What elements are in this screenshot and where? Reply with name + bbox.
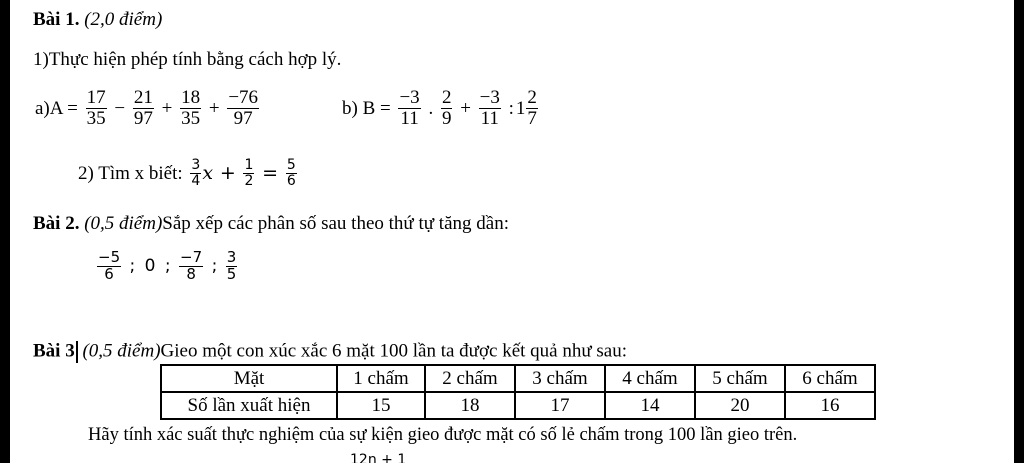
bai1-part-a — [33, 88, 260, 129]
bai2-heading — [33, 214, 509, 233]
fraction: $\frac{2}{9}$ — [441, 87, 452, 129]
bai2-text: Sắp xếp các phân số sau theo thứ tự tăng dần: — [162, 213, 509, 234]
fraction: $\frac{3}{4}$ — [191, 157, 201, 189]
q2-prefix: 2) Tìm x biết: — [78, 162, 183, 184]
fraction: $\frac{17}{35}$ — [86, 87, 106, 129]
bai1-heading — [33, 10, 162, 29]
table-cell: 3 chấm — [515, 365, 605, 392]
fraction: $\frac{2}{7}$ — [527, 87, 537, 129]
bai3-heading — [33, 341, 627, 363]
bai1-points: (2,0 điểm) — [84, 9, 163, 30]
part-b-prefix: b) B = — [342, 97, 391, 119]
operator: = — [262, 161, 279, 184]
operator: + — [460, 97, 471, 119]
fraction: $\frac{-7}{8}$ — [180, 248, 203, 283]
fraction: $\frac{-3}{11}$ — [479, 87, 500, 129]
table-cell: Số lần xuất hiện — [161, 392, 337, 419]
table-cell: 18 — [425, 392, 515, 419]
bai1-part-b — [340, 88, 539, 129]
bai3-text: Gieo một con xúc xắc 6 mặt 100 lần ta được kết quả như sau: — [160, 340, 628, 362]
operator: + — [161, 97, 173, 119]
table-cell: 16 — [785, 392, 875, 419]
bai3-title: Bài 3 — [33, 340, 75, 362]
bai3-points: (0,5 điểm) — [82, 340, 161, 362]
bai2-fractions — [96, 250, 238, 283]
table-cell: 15 — [337, 392, 425, 419]
bai2-title: Bài 2. — [33, 213, 80, 234]
bai1-title: Bài 1. — [33, 9, 80, 30]
table-row — [161, 392, 875, 419]
bai1-q2 — [76, 158, 298, 188]
separator: ; — [211, 255, 218, 276]
bai3-question: Hãy tính xác suất thực nghiệm của sự kiện gieo được mặt có số lẻ chấm trong 100 lần gieo trên. — [88, 425, 798, 445]
document-page — [10, 0, 1014, 463]
cutoff-text: 12n + 1 — [350, 452, 407, 463]
fraction: $\frac{18}{35}$ — [181, 87, 201, 129]
table-cell: 17 — [515, 392, 605, 419]
bai1-q1: 1)Thực hiện phép tính bằng cách hợp lý. — [33, 49, 342, 70]
table-cell: 1 chấm — [337, 365, 425, 392]
fraction: $\frac{3}{5}$ — [226, 248, 237, 283]
separator: ; — [129, 255, 136, 276]
table-header-row — [161, 365, 875, 392]
fraction: $\frac{-5}{6}$ — [98, 248, 121, 283]
table-cell: 6 chấm — [785, 365, 875, 392]
dice-results-table — [160, 364, 876, 420]
operator: + — [219, 161, 236, 184]
table-cell: 14 — [605, 392, 695, 419]
part-a-prefix: a)A = — [35, 97, 78, 119]
fraction: $\frac{5}{6}$ — [286, 157, 296, 189]
mixed-whole: 1 — [515, 97, 526, 119]
operator: − — [114, 97, 126, 119]
table-cell: 5 chấm — [695, 365, 785, 392]
table-cell: 2 chấm — [425, 365, 515, 392]
operator: : — [508, 97, 514, 119]
operator: . — [428, 97, 434, 119]
operator: + — [208, 97, 220, 119]
fraction: $\frac{21}{97}$ — [133, 87, 153, 129]
separator: ; — [164, 255, 171, 276]
text-cursor — [76, 341, 78, 363]
zero-value: 0 — [144, 255, 156, 276]
bai2-points: (0,5 điểm) — [84, 213, 163, 234]
fraction: $\frac{-3}{11}$ — [399, 87, 420, 129]
fraction: $\frac{-76}{97}$ — [228, 87, 259, 129]
table-cell: Mặt — [161, 365, 337, 392]
table-cell: 4 chấm — [605, 365, 695, 392]
table-cell: 20 — [695, 392, 785, 419]
fraction: $\frac{1}{2}$ — [244, 157, 254, 189]
variable-x: x — [202, 161, 214, 184]
